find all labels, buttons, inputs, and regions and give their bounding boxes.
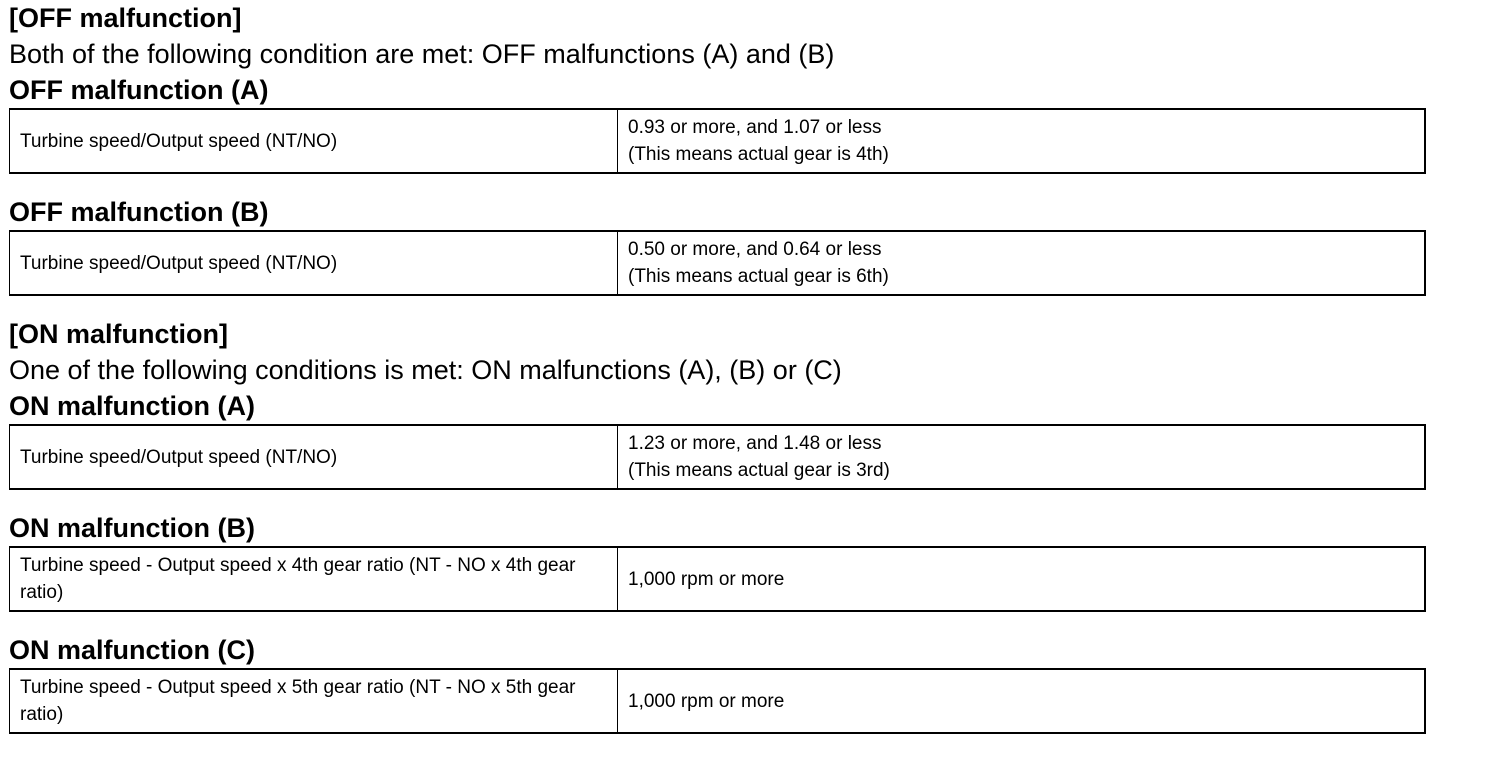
parameter-text: Turbine speed/Output speed (NT/NO) (20, 252, 338, 274)
value-line-1: 1,000 rpm or more (628, 568, 785, 590)
parameter-cell (10, 669, 618, 733)
value-line-1: 0.50 or more, and 0.64 or less (628, 239, 882, 260)
value-cell (618, 425, 1426, 489)
on-malfunction-title: [ON malfunction] (9, 319, 228, 349)
value-line-2: (This means actual gear is 3rd) (628, 460, 890, 481)
table-row (10, 547, 1426, 611)
value-cell (618, 669, 1426, 733)
table-row (10, 231, 1426, 295)
document (9, 0, 1426, 734)
parameter-cell (10, 109, 618, 173)
off-malfunction-title: [OFF malfunction] (9, 3, 242, 33)
parameter-cell (10, 231, 618, 295)
value-line-2: (This means actual gear is 4th) (628, 144, 889, 165)
value-cell (618, 109, 1426, 173)
table-row (10, 669, 1426, 733)
parameter-text: Turbine speed/Output speed (NT/NO) (20, 130, 338, 152)
parameter-cell (10, 547, 618, 611)
off-malfunction-a-table (9, 108, 1426, 174)
table-row (10, 109, 1426, 173)
on-malfunction-c-table (9, 668, 1426, 734)
value-line-1: 1.23 or more, and 1.48 or less (628, 433, 882, 454)
value-line-2: (This means actual gear is 6th) (628, 266, 889, 287)
parameter-text: Turbine speed - Output speed x 4th gear ratio (NT - NO x 4th gear ratio) (20, 555, 576, 603)
parameter-cell (10, 425, 618, 489)
value-line-1: 0.93 or more, and 1.07 or less (628, 117, 882, 138)
on-malfunction-c-heading: ON malfunction (C) (9, 635, 255, 665)
table-row (10, 425, 1426, 489)
off-malfunction-description: Both of the following condition are met: OFF malfunctions (A) and (B) (9, 39, 835, 69)
value-line-1: 1,000 rpm or more (628, 690, 785, 712)
on-malfunction-description: One of the following conditions is met: ON malfunctions (A), (B) or (C) (9, 355, 842, 385)
on-malfunction-b-table (9, 546, 1426, 612)
on-malfunction-a-table (9, 424, 1426, 490)
on-malfunction-b-heading: ON malfunction (B) (9, 513, 255, 543)
parameter-text: Turbine speed - Output speed x 5th gear ratio (NT - NO x 5th gear ratio) (20, 677, 576, 725)
off-malfunction-b-table (9, 230, 1426, 296)
off-malfunction-a-heading: OFF malfunction (A) (9, 75, 269, 105)
on-malfunction-a-heading: ON malfunction (A) (9, 391, 255, 421)
off-malfunction-b-heading: OFF malfunction (B) (9, 197, 269, 227)
value-cell (618, 547, 1426, 611)
parameter-text: Turbine speed/Output speed (NT/NO) (20, 446, 338, 468)
value-cell (618, 231, 1426, 295)
